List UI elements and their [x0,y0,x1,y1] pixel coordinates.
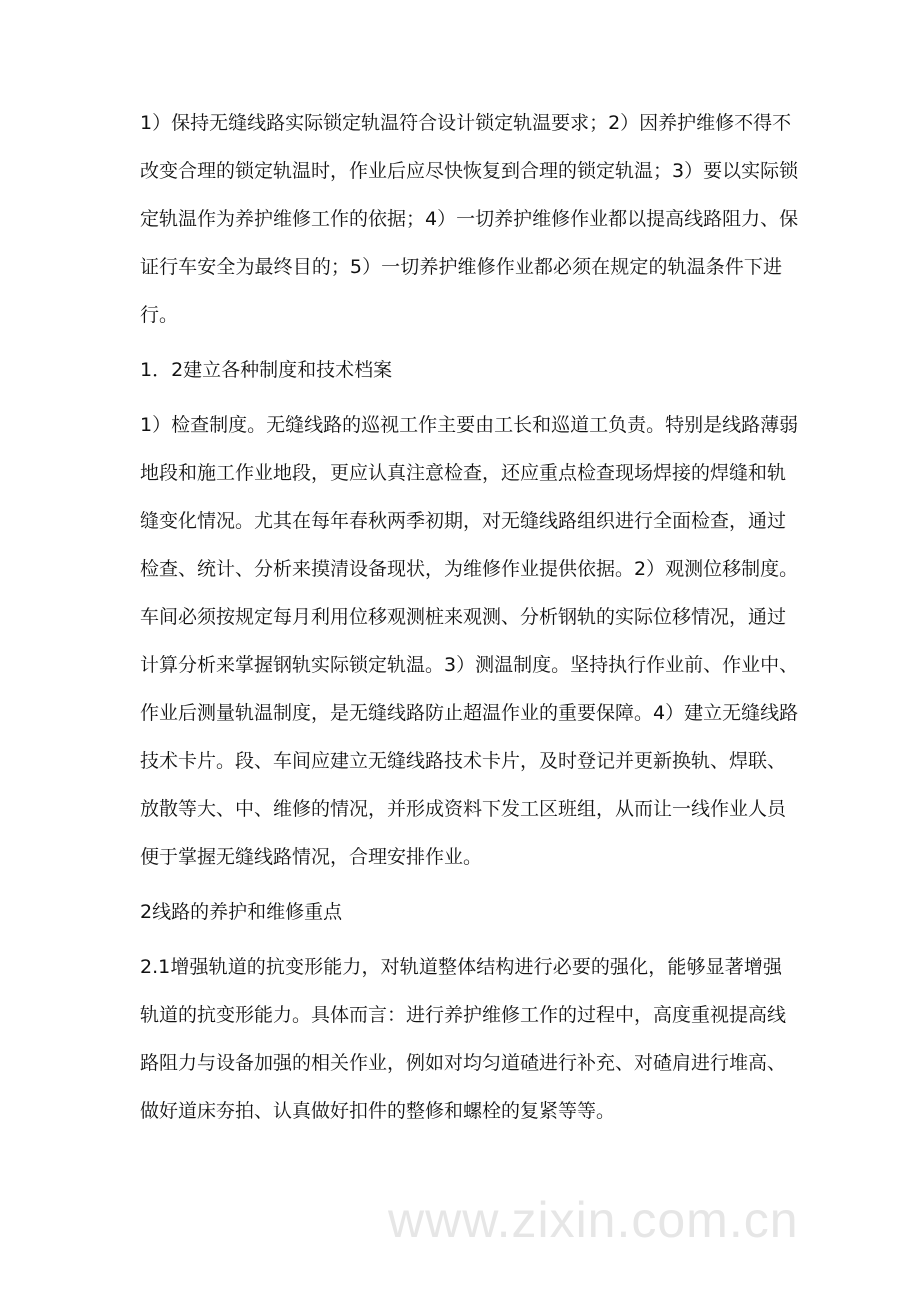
document-page [140,110,799,1153]
text-line: 检查、统计、分析来摸清设备现状，为维修作业提供依据。2）观测位移制度。 [140,558,799,580]
text-line: 定轨温作为养护维修工作的依据；4）一切养护维修作业都以提高线路阻力、保 [140,208,799,230]
text-line: 行。 [140,304,179,326]
text-line: 车间必须按规定每月利用位移观测桩来观测、分析钢轨的实际位移情况，通过 [140,606,787,628]
text-line: 缝变化情况。尤其在每年春秋两季初期，对无缝线路组织进行全面检查，通过 [140,510,787,532]
text-line: 技术卡片。段、车间应建立无缝线路技术卡片，及时登记并更新换轨、焊联、 [140,750,787,772]
text-line: 便于掌握无缝线路情况，合理安排作业。 [140,846,483,868]
section-heading: 1．2建立各种制度和技术档案 [140,359,393,381]
text-line: 轨道的抗变形能力。具体而言：进行养护维修工作的过程中，高度重视提高线 [140,1004,787,1026]
paragraph [140,110,799,350]
text-line: 证行车安全为最终目的；5）一切养护维修作业都必须在规定的轨温条件下进 [140,256,782,278]
text-line: 路阻力与设备加强的相关作业，例如对均匀道碴进行补充、对碴肩进行堆高、 [140,1052,787,1074]
paragraph [140,954,787,1146]
paragraph [140,412,799,892]
watermark: www.zixin.com.cn [388,1192,799,1248]
section-heading: 2线路的养护和维修重点 [140,901,343,923]
text-line: 地段和施工作业地段，更应认真注意检查，还应重点检查现场焊接的焊缝和轨 [140,462,787,484]
text-line: 1）检查制度。无缝线路的巡视工作主要由工长和巡道工负责。特别是线路薄弱 [140,414,799,436]
text-line: 作业后测量轨温制度，是无缝线路防止超温作业的重要保障。4）建立无缝线路 [140,702,799,724]
text-line: 计算分析来掌握钢轨实际锁定轨温。3）测温制度。坚持执行作业前、作业中、 [140,654,799,676]
text-line: 改变合理的锁定轨温时，作业后应尽快恢复到合理的锁定轨温；3）要以实际锁 [140,160,799,182]
text-line: 1）保持无缝线路实际锁定轨温符合设计锁定轨温要求；2）因养护维修不得不 [140,112,792,134]
text-line: 2.1增强轨道的抗变形能力，对轨道整体结构进行必要的强化，能够显著增强 [140,956,782,978]
text-line: 放散等大、中、维修的情况，并形成资料下发工区班组，从而让一线作业人员 [140,798,787,820]
text-line: 做好道床夯拍、认真做好扣件的整修和螺栓的复紧等等。 [140,1100,616,1122]
